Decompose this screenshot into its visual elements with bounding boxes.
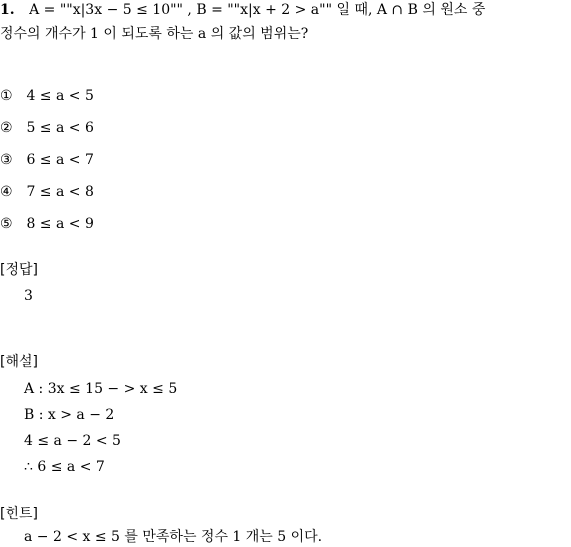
question-text-line-2: 정수의 개수가 1 이 되도록 하는 a 의 값의 범위는? [0,26,309,42]
explanation-line: ∴ 6 ≤ a < 7 [24,459,105,475]
explanation-line: B : x > a − 2 [24,407,115,423]
explanation-label: [해설] [0,354,38,370]
choice-5[interactable] [0,214,94,234]
choice-3[interactable] [0,150,94,170]
choice-1[interactable] [0,86,94,106]
choice-number: ① [0,88,13,104]
answer-value: 3 [24,288,33,304]
explanation-line: 4 ≤ a − 2 < 5 [24,433,121,449]
choice-text: 7 ≤ a < 8 [26,184,94,200]
choice-text: 5 ≤ a < 6 [26,120,94,136]
question-number: 1. [0,2,15,18]
hint-text: a − 2 < x ≤ 5 를 만족하는 정수 1 개는 5 이다. [24,529,323,545]
answer-label: [정답] [0,262,38,278]
question-text-line-1: A = ""x|3x − 5 ≤ 10"" , B = ""x|x + 2 > a"" 일 때, A ∩ B 의 원소 중 [29,2,486,18]
choice-4[interactable] [0,182,94,202]
choice-number: ③ [0,152,13,168]
choice-number: ② [0,120,13,136]
choice-text: 4 ≤ a < 5 [26,88,94,104]
choice-2[interactable] [0,118,94,138]
question-line-2 [0,24,308,44]
question-line-1 [0,0,485,20]
choice-text: 8 ≤ a < 9 [26,216,94,232]
choice-text: 6 ≤ a < 7 [26,152,94,168]
choice-number: ⑤ [0,216,13,232]
explanation-line: A : 3x ≤ 15 − > x ≤ 5 [24,381,178,397]
hint-label: [힌트] [0,506,38,522]
choice-number: ④ [0,184,13,200]
